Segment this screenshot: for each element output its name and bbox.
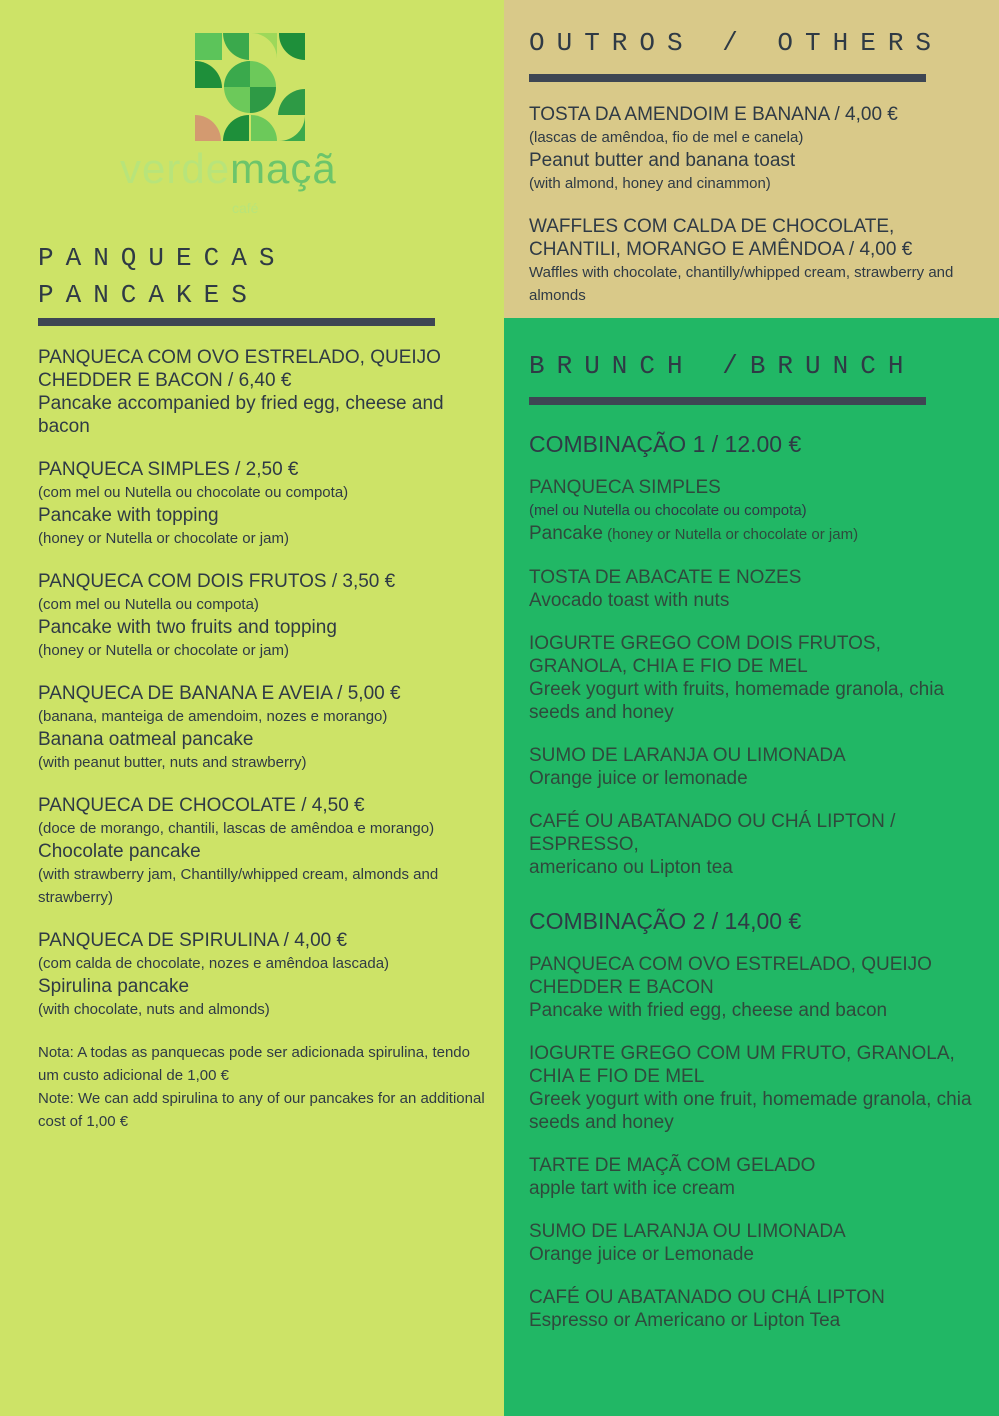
pancake-title: PANQUECA DE CHOCOLATE / 4,50 € <box>38 795 365 816</box>
brunch-item <box>529 810 984 879</box>
brunch-item-en <box>529 522 984 546</box>
others-title: OUTROS / OTHERS <box>529 28 944 58</box>
note-en: Note: We can add spirulina to any of our pancakes for an additional cost of 1,00 € <box>38 1090 485 1130</box>
others-list <box>529 103 969 327</box>
brand-name <box>120 145 337 192</box>
brand-sub: café <box>232 200 259 216</box>
pancake-name-en: Pancake accompanied by fried egg, cheese and bacon <box>38 393 444 437</box>
pancake-desc-en: (honey or Nutella or chocolate or jam) <box>38 642 289 659</box>
pancake-title: PANQUECA DE SPIRULINA / 4,00 € <box>38 930 348 951</box>
brunch-item-en-text: Orange juice or Lemonade <box>529 1244 754 1265</box>
pancake-name-en: Spirulina pancake <box>38 976 190 997</box>
brunch-item-pt: SUMO DE LARANJA OU LIMONADA <box>529 1221 846 1242</box>
others-name-en: Peanut butter and banana toast <box>529 150 796 171</box>
brunch-item <box>529 1154 984 1200</box>
brunch-item-pt: SUMO DE LARANJA OU LIMONADA <box>529 745 846 766</box>
pancake-desc-pt: (com mel ou Nutella ou chocolate ou compota) <box>38 484 349 501</box>
brunch-item-en-text: Pancake <box>529 523 603 544</box>
pancake-item <box>38 929 488 1021</box>
pancake-name-en: Banana oatmeal pancake <box>38 729 254 750</box>
brunch-item-en <box>529 1177 984 1200</box>
brunch-item <box>529 1220 984 1266</box>
brunch-item-en-text: Avocado toast with nuts <box>529 590 730 611</box>
brunch-title: BRUNCH /BRUNCH <box>529 351 916 381</box>
brunch-item-pt: CAFÉ OU ABATANADO OU CHÁ LIPTON / ESPRESSO, <box>529 811 896 855</box>
brunch-item-pt: IOGURTE GREGO COM UM FRUTO, GRANOLA, CHIA E FIO DE MEL <box>529 1043 955 1087</box>
pancake-item <box>38 794 488 909</box>
pancakes-divider <box>38 318 435 326</box>
brunch-item-pt: PANQUECA COM OVO ESTRELADO, QUEIJO CHEDDER E BACON <box>529 954 932 998</box>
brunch-item-en-text: americano ou Lipton tea <box>529 857 733 878</box>
brunch-item-en <box>529 1088 984 1134</box>
brunch-item-en-text: apple tart with ice cream <box>529 1178 735 1199</box>
pancake-title: PANQUECA DE BANANA E AVEIA / 5,00 € <box>38 683 401 704</box>
brunch-item-en <box>529 1243 984 1266</box>
brunch-item <box>529 632 984 724</box>
brunch-item-en-note: (honey or Nutella or chocolate or jam) <box>602 526 859 543</box>
pancake-item <box>38 570 488 662</box>
others-desc-en: Waffles with chocolate, chantilly/whipped cream, strawberry and almonds <box>529 264 954 304</box>
brunch-item-en-text: Orange juice or lemonade <box>529 768 748 789</box>
pancake-desc-pt: (banana, manteiga de amendoim, nozes e morango) <box>38 708 388 725</box>
pancake-item <box>38 346 488 438</box>
brand-part1: verde <box>120 145 231 192</box>
brunch-combo-title: COMBINAÇÃO 1 / 12.00 € <box>529 431 802 457</box>
brunch-item <box>529 744 984 790</box>
brunch-item-en <box>529 1309 984 1332</box>
others-desc-en: (with almond, honey and cinammon) <box>529 175 771 192</box>
brunch-item-pt: PANQUECA SIMPLES <box>529 477 721 498</box>
brunch-item-en <box>529 999 984 1022</box>
pancake-name-en: Chocolate pancake <box>38 841 201 862</box>
brunch-item-note: (mel ou Nutella ou chocolate ou compota) <box>529 502 807 519</box>
pancake-desc-en: (honey or Nutella or chocolate or jam) <box>38 530 289 547</box>
brunch-item-en <box>529 767 984 790</box>
brunch-item-en-text: Greek yogurt with fruits, homemade granola, chia seeds and honey <box>529 679 945 723</box>
pancake-name-en: Pancake with topping <box>38 505 219 526</box>
logo-icon <box>195 33 305 141</box>
pancakes-title-pt: PANQUECAS <box>38 243 287 273</box>
brunch-item-pt: TOSTA DE ABACATE E NOZES <box>529 567 802 588</box>
brunch-list <box>529 430 984 1352</box>
pancake-title: PANQUECA SIMPLES / 2,50 € <box>38 459 299 480</box>
brunch-item-pt: CAFÉ OU ABATANADO OU CHÁ LIPTON <box>529 1287 885 1308</box>
brunch-item-en <box>529 856 984 879</box>
brunch-item-en <box>529 589 984 612</box>
brunch-item <box>529 476 984 546</box>
pancake-desc-en: (with strawberry jam, Chantilly/whipped cream, almonds and strawberry) <box>38 866 439 906</box>
brunch-item-pt: TARTE DE MAÇÃ COM GELADO <box>529 1155 816 1176</box>
pancake-desc-pt: (doce de morango, chantili, lascas de amêndoa e morango) <box>38 820 435 837</box>
pancake-name-en: Pancake with two fruits and topping <box>38 617 337 638</box>
others-divider <box>529 74 926 82</box>
pancake-title: PANQUECA COM OVO ESTRELADO, QUEIJO CHEDDER E BACON / 6,40 € <box>38 347 441 391</box>
brunch-item-pt: IOGURTE GREGO COM DOIS FRUTOS, GRANOLA, CHIA E FIO DE MEL <box>529 633 881 677</box>
brunch-combo-title: COMBINAÇÃO 2 / 14,00 € <box>529 908 802 934</box>
brunch-item-en <box>529 678 984 724</box>
brunch-item-en-text: Espresso or Americano or Lipton Tea <box>529 1310 841 1331</box>
others-title-line: TOSTA DA AMENDOIM E BANANA / 4,00 € <box>529 104 898 125</box>
brunch-item <box>529 1286 984 1332</box>
brunch-item <box>529 566 984 612</box>
brunch-item-en-text: Pancake with fried egg, cheese and bacon <box>529 1000 888 1021</box>
pancake-desc-pt: (com mel ou Nutella ou compota) <box>38 596 259 613</box>
pancake-desc-en: (with chocolate, nuts and almonds) <box>38 1001 270 1018</box>
brunch-item-en-text: Greek yogurt with one fruit, homemade granola, chia seeds and honey <box>529 1089 972 1133</box>
others-item <box>529 215 969 307</box>
pancake-desc-pt: (com calda de chocolate, nozes e amêndoa lascada) <box>38 955 390 972</box>
others-item <box>529 103 969 195</box>
pancake-item <box>38 458 488 550</box>
brand-part2: maçã <box>230 145 337 192</box>
pancake-desc-en: (with peanut butter, nuts and strawberry) <box>38 754 307 771</box>
others-desc-pt: (lascas de amêndoa, fio de mel e canela) <box>529 129 804 146</box>
brunch-item <box>529 953 984 1022</box>
brunch-divider <box>529 397 926 405</box>
brunch-item <box>529 1042 984 1134</box>
pancake-title: PANQUECA COM DOIS FRUTOS / 3,50 € <box>38 571 396 592</box>
others-title-line: WAFFLES COM CALDA DE CHOCOLATE, CHANTILI, MORANGO E AMÊNDOA / 4,00 € <box>529 216 913 260</box>
note-pt: Nota: A todas as panquecas pode ser adicionada spirulina, tendo um custo adicional de 1,00 € <box>38 1044 470 1084</box>
pancakes-title-en: PANCAKES <box>38 280 259 310</box>
pancake-item <box>38 682 488 774</box>
pancakes-list <box>38 346 488 1133</box>
